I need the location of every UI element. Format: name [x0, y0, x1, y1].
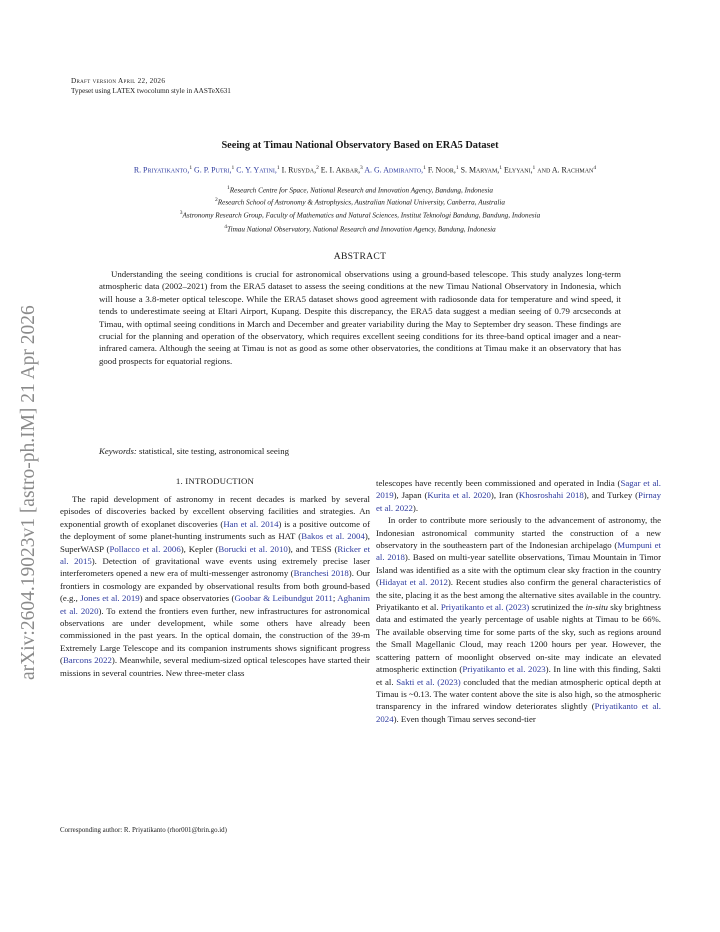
- citation-link[interactable]: Jones et al. 2019: [80, 593, 140, 604]
- abstract-text: Understanding the seeing conditions is crucial for astronomical observations using a ground-based telescope. This study analyzes long-term atmospheric data (2002–2021) from the ERA5 dataset to assess the seeing conditions at the new Timau National Observatory in Indonesia, which will house a 3.8-meter optical telescope. While the ERA5 dataset shows good agreement with radiosonde data for temperature and wind speed, it tends to underestimate seeing at Eltari Airport, Kupang. Despite this discrepancy, the ERA5 data suggest a median seeing of 0.79 arcseconds at Timau, with optimal seeing conditions in March and December and greater variability during the May to September dry season. These findings are crucial for the planning and operation of the observatory, which requires excellent seeing conditions for its three-band optical imager and a near-infrared camera. Although the seeing at Timau is not as good as some other observatories, the conditions at Timau make it an observatory that has good prospects for equatorial regions.: [99, 269, 621, 366]
- citation-link[interactable]: Priyatikanto et al. 2024: [376, 701, 662, 724]
- author-name[interactable]: A. G. Admiranto,: [364, 165, 424, 175]
- citation-link[interactable]: Barcons 2022: [62, 655, 112, 666]
- author-name: Elyyani,: [504, 165, 533, 175]
- citation-link[interactable]: Mumpuni et al. 2018: [376, 540, 662, 563]
- body-text-segment: concluded that the median atmospheric optical depth at Timau is ~0.13. The water content above the site is also high, so the atmospheric transparency in the infrared window deteriorates slightly (: [376, 676, 662, 712]
- citation-link[interactable]: Priyatikanto et al. (2023): [440, 602, 530, 613]
- citation-link[interactable]: Kurita et al. 2020: [427, 490, 491, 501]
- body-text-segment: ).: [412, 502, 419, 513]
- affiliation-line: [60, 222, 660, 234]
- arxiv-id-text: arXiv:2604.19023v1 [astro-ph.IM] 21 Apr 2026: [18, 305, 39, 680]
- author-affiliation-mark: 1: [532, 165, 536, 171]
- abstract-heading: ABSTRACT: [333, 251, 387, 262]
- author-name: S. Maryam,: [460, 165, 500, 175]
- affiliation-number: 2: [215, 197, 218, 203]
- body-text-segment: ), SuperWASP (: [60, 531, 370, 554]
- body-text-segment: ). Recent studies also confirm the general characteristics of the site, placing it as the best among the alternative sites available in the country. Priyatikanto et al.: [376, 577, 661, 613]
- body-text-segment: ). In line with this finding, Sakti et al.: [376, 664, 662, 687]
- citation-link[interactable]: Aghanim et al. 2020: [60, 593, 370, 616]
- corresponding-author-footnote: Corresponding author: R. Priyatikanto (rhor001@brin.go.id): [60, 827, 227, 834]
- body-text-segment: ). Detection of gravitational wave events using extremely precise laser interferometers opened a new era of multi-messenger astronomy (: [60, 556, 371, 579]
- author-name: and A. Rachman: [537, 165, 594, 175]
- body-text-segment: ), and TESS (: [287, 543, 338, 554]
- right-paragraph-1: [376, 477, 661, 514]
- citation-link[interactable]: Goobar & Leibundgut 2011: [234, 593, 333, 604]
- body-text-segment: ) is a positive outcome of the deployment of some planet-hunting instruments such as HAT (: [60, 518, 370, 542]
- citation-link[interactable]: Bakos et al. 2004: [301, 531, 365, 542]
- citation-link[interactable]: Pirnay et al. 2022: [376, 490, 662, 513]
- left-column-text: [60, 493, 370, 679]
- author-name[interactable]: G. P. Putri,: [194, 165, 232, 175]
- author-affiliation-mark: 1: [231, 165, 235, 171]
- typeset-line: Typeset using LATEX twocolumn style in AASTeX631: [71, 87, 231, 95]
- arxiv-sidebar-stamp: [12, 232, 42, 680]
- affiliation-text: Astronomy Research Group, Faculty of Mathematics and Natural Sciences, Institut Teknologi Bandung, Bandung, Indonesia: [182, 211, 541, 220]
- paper-title: Seeing at Timau National Observatory Based on ERA5 Dataset: [221, 140, 499, 151]
- affiliation-number: 1: [227, 185, 230, 191]
- author-affiliation-mark: 1: [276, 165, 280, 171]
- citation-link[interactable]: Hidayat et al. 2012: [378, 577, 448, 588]
- body-text-segment: in-situ: [585, 602, 608, 613]
- affiliation-number: 4: [224, 224, 228, 230]
- citation-link[interactable]: Borucki et al. 2010: [218, 543, 288, 554]
- body-text-segment: The rapid development of astronomy in recent decades is marked by several episodes of discoveries backed by excellent observing facilities and strategies. An exponential growth of exoplanet discoveries (: [60, 494, 370, 529]
- body-text-segment: ). Meanwhile, several medium-sized optical telescopes have started their missions in several countries. New three-meter class: [60, 655, 370, 678]
- author-name: E. I. Akbar,: [320, 165, 361, 175]
- citation-link[interactable]: Pollacco et al. 2006: [109, 543, 181, 554]
- author-affiliation-mark: 4: [593, 165, 597, 171]
- body-text-segment: In order to contribute more seriously to the advancement of astronomy, the Indonesian astronomical community started the construction of a new observatory in the southeastern part of the Indonesian archipelago (: [376, 515, 661, 551]
- body-text-segment: sky brightness data and estimated the yearly percentage of usable nights at Timau to be 66%. The available observing time for some parts of the sky, such as regions around the Small Magellanic Cloud, may reach 1200 hours per year. However, the scattering pattern of moonlight observed on-site may indicate an elevated atmospheric extinction (: [376, 602, 661, 675]
- right-column-text: [376, 477, 661, 725]
- body-text-segment: ) and space observatories (: [139, 593, 235, 604]
- right-paragraph-2: [376, 514, 661, 725]
- keywords: [99, 446, 621, 456]
- keywords-text: statistical, site testing, astronomical seeing: [139, 446, 290, 456]
- author-affiliation-mark: 1: [423, 165, 426, 171]
- author-list: [55, 162, 675, 177]
- body-text-segment: ), Kepler (: [180, 543, 219, 554]
- citation-link[interactable]: Han et al. 2014: [223, 518, 279, 529]
- body-text-segment: scrutinized the: [529, 602, 586, 613]
- body-text-segment: ). Our frontiers in cosmology are expanded by observational results from both ground-based (e.g.,: [60, 568, 371, 604]
- author-affiliation-mark: 1: [189, 165, 193, 171]
- author-affiliation-mark: 3: [360, 165, 363, 171]
- body-text-segment: ). To extend the frontiers even further, new infrastructures for astronomical observations are under development, while some others have already been commissioned in the past years. In the optical domain, the construction of the 39-m Extremely Large Telescope and its companion instruments shows significant progress (: [60, 605, 370, 666]
- affiliation-text: Timau National Observatory, National Research and Innovation Agency, Bandung, Indonesia: [227, 225, 496, 234]
- author-name: F. Noor,: [427, 165, 456, 175]
- citation-link[interactable]: Branchesi 2018: [293, 568, 349, 579]
- author-name[interactable]: R. Priyatikanto,: [133, 165, 190, 175]
- body-text-segment: ), and Turkey (: [583, 490, 639, 501]
- citation-link[interactable]: Priyatikanto et al. 2023: [462, 664, 546, 675]
- affiliation-text: Research Centre for Space, National Research and Innovation Agency, Bandung, Indonesia: [229, 186, 493, 195]
- keywords-label: Keywords:: [99, 446, 137, 456]
- body-text-segment: ). Based on multi-year satellite observations, Timau Mountain in Timor Island was identified as a site with the optimum clear sky fraction in the country (: [376, 552, 661, 588]
- author-affiliation-mark: 1: [455, 165, 459, 171]
- body-text-segment: ). Even though Timau serves second-tier: [393, 713, 536, 724]
- author-affiliation-mark: 1: [499, 165, 503, 171]
- affiliation-number: 3: [179, 210, 183, 216]
- affiliation-text: Research School of Astronomy & Astrophysics, Australian National University, Canberra, Australia: [217, 198, 505, 207]
- citation-link[interactable]: Khosroshahi 2018: [518, 490, 584, 501]
- affiliation-line: [60, 195, 660, 207]
- author-name[interactable]: C. Y. Yatini,: [236, 165, 277, 175]
- body-text-segment: ), Japan (: [393, 490, 428, 501]
- author-name: I. Rusyda,: [281, 165, 317, 175]
- draft-version-line: Draft version April 22, 2026: [71, 77, 166, 85]
- body-text-segment: ;: [332, 593, 338, 604]
- section-heading-introduction: 1. INTRODUCTION: [175, 476, 255, 486]
- affiliation-line: [60, 208, 660, 220]
- body-text-segment: ), Iran (: [490, 490, 519, 501]
- citation-link[interactable]: Sagar et al. 2019: [376, 478, 661, 501]
- citation-link[interactable]: Sakti et al. (2023): [396, 676, 461, 687]
- affiliation-line: [60, 183, 660, 195]
- author-affiliation-mark: 2: [316, 165, 319, 171]
- body-text-segment: telescopes have recently been commissioned and operated in India (: [376, 478, 621, 488]
- citation-link[interactable]: Ricker et al. 2015: [60, 543, 371, 567]
